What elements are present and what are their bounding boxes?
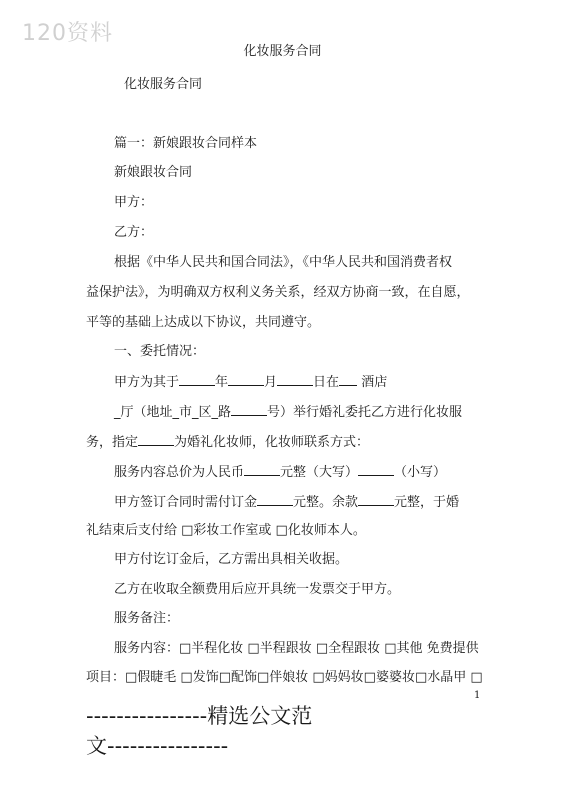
text-segment: 元整。余款 <box>293 495 359 510</box>
paragraph-line: 平等的基础上达成以下协议，共同遵守。 <box>86 315 321 330</box>
text-segment: 甲方签订合同时需付订金 <box>114 495 258 510</box>
fill-blank <box>257 493 293 506</box>
text-segment: 日在 <box>313 375 340 390</box>
paragraph-line-receipt: 甲方付讫订金后，乙方需出具相关收据。 <box>114 552 349 567</box>
paragraph-line-deposit <box>114 493 459 511</box>
text-segment: （小写） <box>394 465 447 480</box>
text-segment: 酒店 <box>361 375 388 390</box>
paragraph-line-service-content: 服务内容：□半程化妆 □半程跟妆 □全程跟妆 □其他 免费提供 <box>114 641 479 656</box>
document-header-title: 化妆服务合同 <box>243 44 322 59</box>
fill-blank <box>358 463 394 476</box>
text-segment: 年 <box>215 375 229 390</box>
footer-banner-line-1: ----------------精选公文范 <box>86 704 313 728</box>
text-segment: 月 <box>264 375 278 390</box>
fill-blank <box>231 403 267 416</box>
section-heading: 篇一：新娘跟妆合同样本 <box>114 136 258 151</box>
contract-title: 新娘跟妆合同 <box>114 165 193 180</box>
fill-blank <box>138 433 174 446</box>
fill-blank <box>277 373 313 386</box>
fill-blank <box>244 463 280 476</box>
text-segment: 为婚礼化妆师，化妆师联系方式： <box>174 435 370 450</box>
paragraph-line-service-items: 项目：□假睫毛 □发饰□配饰□伴娘妆 □妈妈妆□婆婆妆□水晶甲 □ <box>86 670 483 685</box>
text-segment: 务，指定 <box>86 435 139 450</box>
footer-banner-line-2: 文---------------- <box>86 734 229 758</box>
fill-blank <box>228 373 264 386</box>
text-segment: 甲方为其于 <box>114 375 180 390</box>
page-number: 1 <box>474 690 481 701</box>
party-a-label: 甲方： <box>114 195 154 210</box>
paragraph-line-date <box>114 373 387 391</box>
text-segment: _厅（地址_市_区_路 <box>114 405 232 420</box>
fill-blank <box>179 373 215 386</box>
document-subtitle: 化妆服务合同 <box>124 77 203 92</box>
watermark: 120资料 <box>22 21 113 46</box>
paragraph-line: 益保护法》，为明确双方权利义务关系，经双方协商一致，在自愿， <box>86 285 470 300</box>
fill-blank <box>339 373 357 386</box>
section-heading-service-notes: 服务备注： <box>114 611 180 626</box>
section-heading-entrustment: 一、委托情况： <box>114 344 206 359</box>
paragraph-line-makeup-artist <box>86 433 369 451</box>
text-segment: 服务内容总价为人民币 <box>114 465 245 480</box>
paragraph-line-payment: 礼结束后支付给 □彩妆工作室或 □化妆师本人。 <box>86 523 366 538</box>
paragraph-line-price <box>114 463 446 481</box>
text-segment: 号）举行婚礼委托乙方进行化妆服 <box>267 405 463 420</box>
party-b-label: 乙方： <box>114 225 154 240</box>
text-segment: 元整，于婚 <box>394 495 460 510</box>
text-segment: 元整（大写） <box>280 465 359 480</box>
paragraph-line-address <box>114 403 462 421</box>
fill-blank <box>358 493 394 506</box>
paragraph-line: 根据《中华人民共和国合同法》，《中华人民共和国消费者权 <box>114 255 453 270</box>
paragraph-line-invoice: 乙方在收取全额费用后应开具统一发票交于甲方。 <box>114 582 401 597</box>
